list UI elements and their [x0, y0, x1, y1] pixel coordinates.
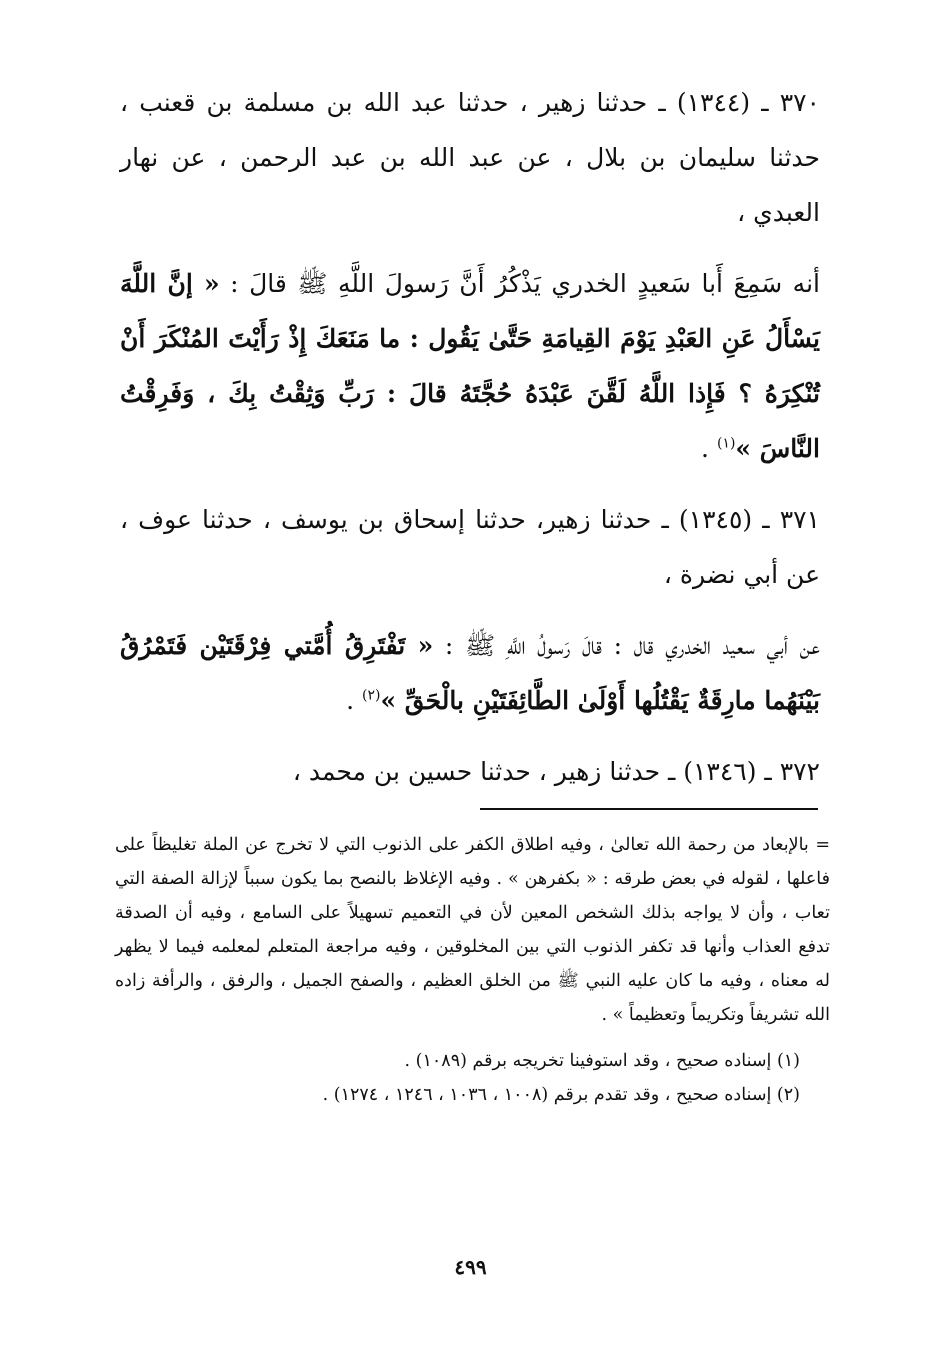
footnote-divider	[480, 808, 818, 810]
hadith-371-end: .	[346, 686, 362, 715]
footnote-1: (١) إسناده صحيح ، وقد استوفينا تخريجه برقم (١٠٨٩) .	[404, 1051, 800, 1071]
hadith-370-end: .	[701, 434, 717, 463]
hadith-370-isnad: ٣٧٠ ـ (١٣٤٤) ـ حدثنا زهير ، حدثنا عبد الله بن مسلمة بن قعنب ، حدثنا سليمان بن بلال ، عن عبد الله بن عبد الرحمن ، عن نهار العبدي ،	[120, 88, 820, 227]
hadith-371-intro: عن أبي سعيد الخدري قال : قالَ رَسولُ اللَّهِ ﷺ :	[433, 631, 820, 660]
hadith-372-isnad: ٣٧٢ ـ (١٣٤٦) ـ حدثنا زهير ، حدثنا حسين بن محمد ،	[292, 757, 820, 786]
hadith-370-intro: أنه سَمِعَ أَبا سَعيدٍ الخدري يَذْكُرُ أَنَّ رَسولَ اللَّهِ ﷺ قالَ :	[219, 269, 820, 298]
hadith-371-matn	[120, 618, 820, 728]
main-text	[120, 75, 820, 815]
hadith-370-matn	[120, 256, 820, 476]
footnote-ref-1: (١)	[716, 435, 736, 452]
hadith-371-isnad: ٣٧١ ـ (١٣٤٥) ـ حدثنا زهير، حدثنا إسحاق بن يوسف ، حدثنا عوف ، عن أبي نضرة ،	[120, 505, 820, 589]
footnote-ref-2: (٢)	[361, 687, 381, 704]
page-number: ٤٩٩	[454, 1255, 487, 1279]
footnote-continuation: = بالإبعاد من رحمة الله تعالىٰ ، وفيه اطلاق الكفر على الذنوب التي لا تخرج عن الملة تغليظاً على فاعلها ، لقوله في بعض طرقه : « بكفرهن » . وفيه الإغلاظ بالنصح بما يكون سبباً لإزالة الصفة التي تعاب ، وأن لا يواجه بذلك الشخص المعين لأن في التعميم تسهيلاً على السامع ، وفيه أن الصدقة تدفع العذاب وأنها قد تكفر الذنوب التي بين المخلوقين ، وفيه مراجعة المتعلم لمعلمه فيما لا يظهر له معناه ، وفيه ما كان عليه النبي ﷺ من الخلق العظيم ، والصفح الجميل ، والرفق ، والرأفة زاده الله تشريفاً وتكريماً وتعظيماً » .	[115, 835, 830, 1025]
footnotes	[115, 828, 830, 1112]
hadith-370-quote: « إنَّ اللَّهَ يَسْأَلُ عَنِ العَبْدِ يَوْمَ القِيامَةِ حَتَّىٰ يَقُول : ما مَنَعَكَ إِذْ رَأَيْتَ المُنْكَرَ أَنْ تُنْكِرَهُ ؟ فَإِذا اللَّهُ لَقَّنَ عَبْدَهُ حُجَّتَهُ قالَ : رَبِّ وَثِقْتُ بِكَ ، وَفَرِقْتُ النَّاسَ »	[120, 269, 820, 463]
hadith-371-quote: « تَفْتَرِقُ أُمَّتي فِرْقَتَيْن فَتَمْرُقُ بَيْنَهُما مارِقَةٌ يَقْتُلُها أَوْلَىٰ الطَّائِفَتَيْنِ بالْحَقِّ »	[120, 631, 820, 715]
footnote-2: (٢) إسناده صحيح ، وقد تقدم برقم (١٠٠٨ ، ١٠٣٦ ، ١٢٤٦ ، ١٢٧٤) .	[322, 1085, 800, 1105]
